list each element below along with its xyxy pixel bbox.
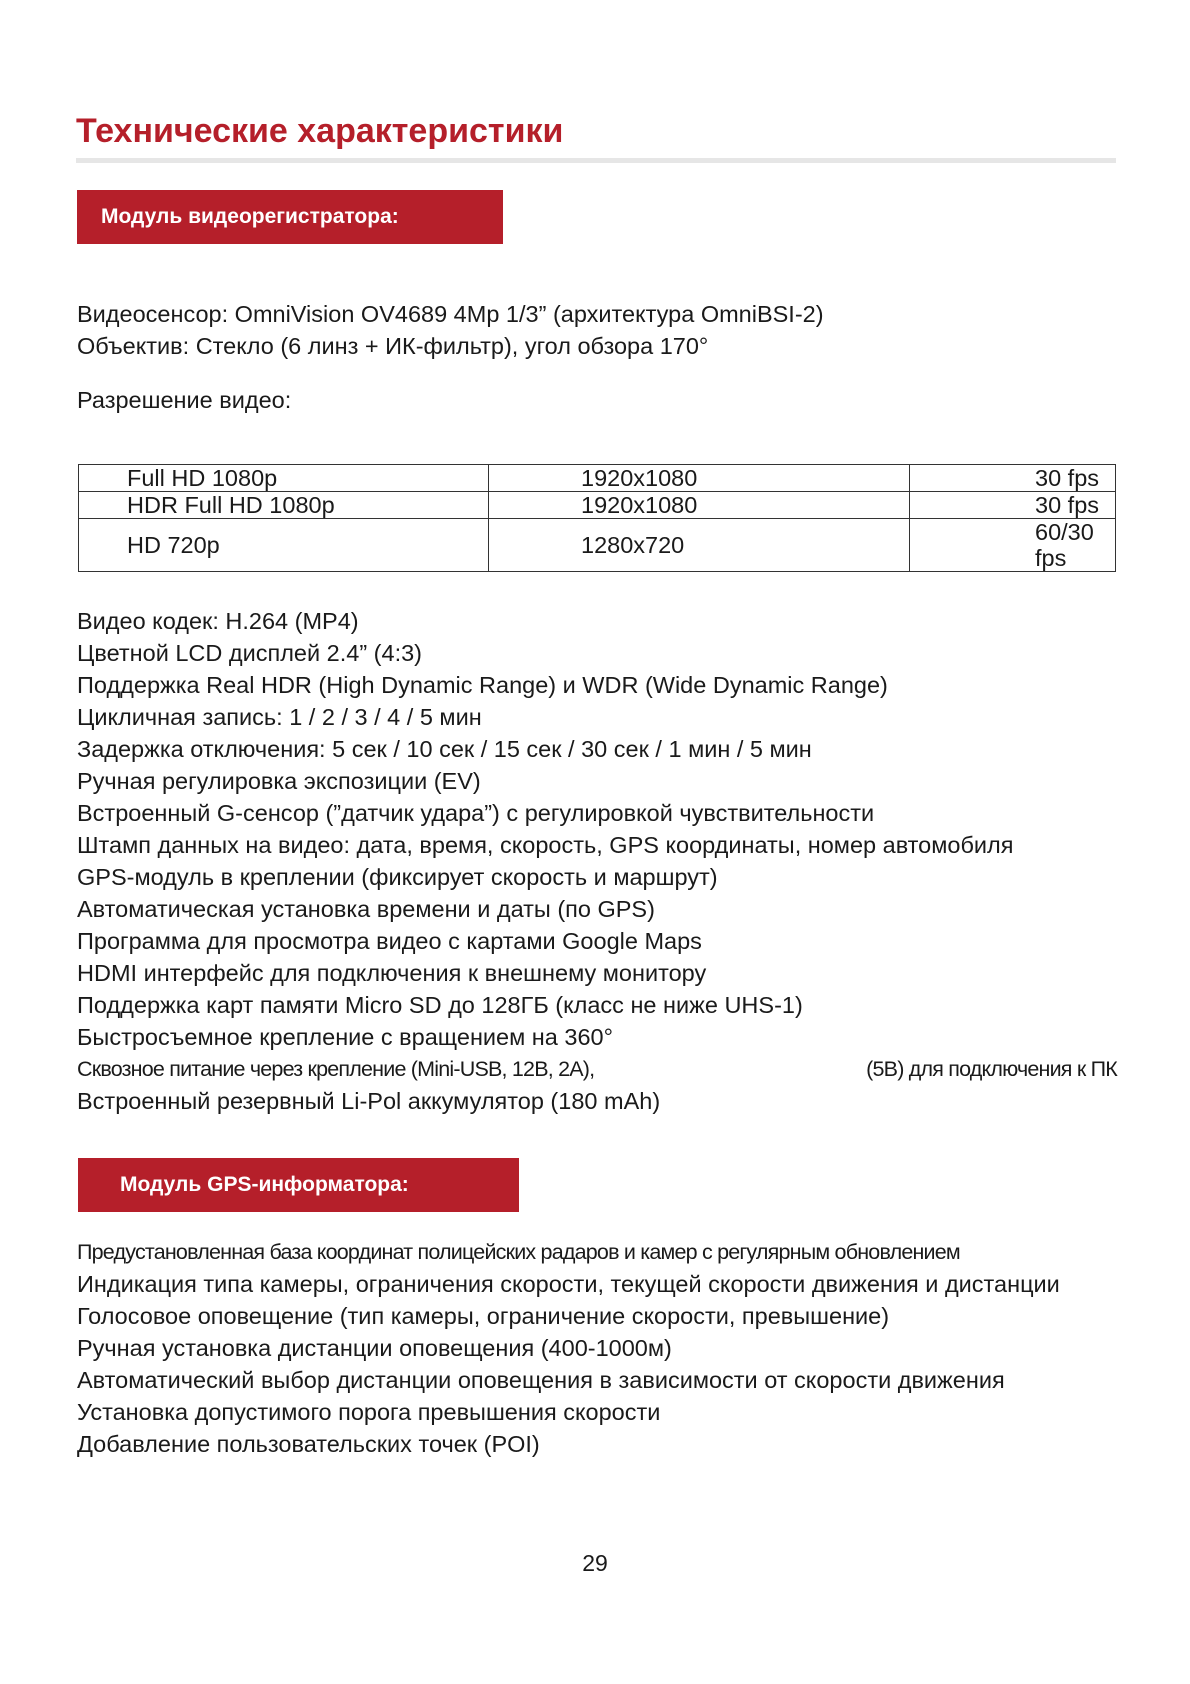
- power-feature-item: [77, 1053, 1117, 1085]
- table-cell-fps: 30 fps: [910, 492, 1116, 519]
- table-cell-mode: HD 720p: [79, 519, 489, 572]
- feature-item: Автоматический выбор дистанции оповещения в зависимости от скорости движения: [77, 1367, 1005, 1393]
- feature-item: Поддержка карт памяти Micro SD до 128ГБ (класс не ниже UHS-1): [77, 992, 803, 1018]
- section-heading-dvr: Модуль видеорегистратора:: [77, 190, 503, 244]
- table-cell-fps: 30 fps: [910, 465, 1116, 492]
- feature-item: Встроенный резервный Li-Pol аккумулятор (180 mAh): [77, 1088, 661, 1114]
- feature-item: Задержка отключения: 5 сек / 10 сек / 15 сек / 30 сек / 1 мин / 5 мин: [77, 736, 812, 762]
- table-cell-mode: Full HD 1080p: [79, 465, 489, 492]
- table-cell-mode: HDR Full HD 1080p: [79, 492, 489, 519]
- feature-item: GPS-модуль в креплении (фиксирует скорость и маршрут): [77, 864, 718, 890]
- power-line-left: Сквозное питание через крепление (Mini-USB, 12В, 2А),: [77, 1057, 595, 1081]
- feature-item: Программа для просмотра видео с картами Google Maps: [77, 928, 702, 954]
- gps-feature-list: [77, 1236, 1060, 1460]
- dvr-feature-list: [77, 605, 1117, 1117]
- title-divider: [76, 158, 1116, 163]
- feature-item: Встроенный G-сенсор (”датчик удара”) с регулировкой чувствительности: [77, 800, 875, 826]
- feature-item: Голосовое оповещение (тип камеры, ограничение скорости, превышение): [77, 1303, 890, 1329]
- page-number: 29: [582, 1550, 608, 1576]
- table-cell-fps: 60/30 fps: [910, 519, 1116, 572]
- feature-item: Ручная установка дистанции оповещения (400-1000м): [77, 1335, 672, 1361]
- table-row: [79, 519, 1116, 572]
- feature-item: Штамп данных на видео: дата, время, скорость, GPS координаты, номер автомобиля: [77, 832, 1014, 858]
- resolution-heading: Разрешение видео:: [77, 387, 292, 413]
- table-cell-resolution: 1920x1080: [489, 465, 910, 492]
- sensor-specs: [77, 298, 824, 362]
- table-cell-resolution: 1920x1080: [489, 492, 910, 519]
- feature-item: Видео кодек: H.264 (MP4): [77, 608, 359, 634]
- table-cell-resolution: 1280x720: [489, 519, 910, 572]
- power-line-right: (5В) для подключения к ПК: [866, 1057, 1117, 1081]
- table-row: [79, 492, 1116, 519]
- section-heading-gps: Модуль GPS-информатора:: [78, 1158, 519, 1212]
- feature-item: HDMI интерфейс для подключения к внешнему монитору: [77, 960, 707, 986]
- feature-item: Быстросъемное крепление с вращением на 360°: [77, 1024, 613, 1050]
- feature-item: Добавление пользовательских точек (POI): [77, 1431, 540, 1457]
- feature-item: Предустановленная база координат полицейских радаров и камер с регулярным обновлением: [77, 1240, 960, 1264]
- feature-item: Установка допустимого порога превышения скорости: [77, 1399, 661, 1425]
- feature-item: Поддержка Real HDR (High Dynamic Range) и WDR (Wide Dynamic Range): [77, 672, 888, 698]
- feature-item: Автоматическая установка времени и даты (по GPS): [77, 896, 655, 922]
- feature-item: Цикличная запись: 1 / 2 / 3 / 4 / 5 мин: [77, 704, 482, 730]
- feature-item: Индикация типа камеры, ограничения скорости, текущей скорости движения и дистанции: [77, 1271, 1060, 1297]
- feature-item: Цветной LCD дисплей 2.4” (4:3): [77, 640, 422, 666]
- table-row: [79, 465, 1116, 492]
- spec-line: Объектив: Стекло (6 линз + ИК-фильтр), угол обзора 170°: [77, 333, 709, 359]
- feature-item: Ручная регулировка экспозиции (EV): [77, 768, 481, 794]
- spec-line: Видеосенсор: OmniVision OV4689 4Mp 1/3” (архитектура OmniBSI-2): [77, 301, 824, 327]
- resolution-table: [78, 464, 1116, 572]
- page-title: Технические характеристики: [76, 112, 564, 150]
